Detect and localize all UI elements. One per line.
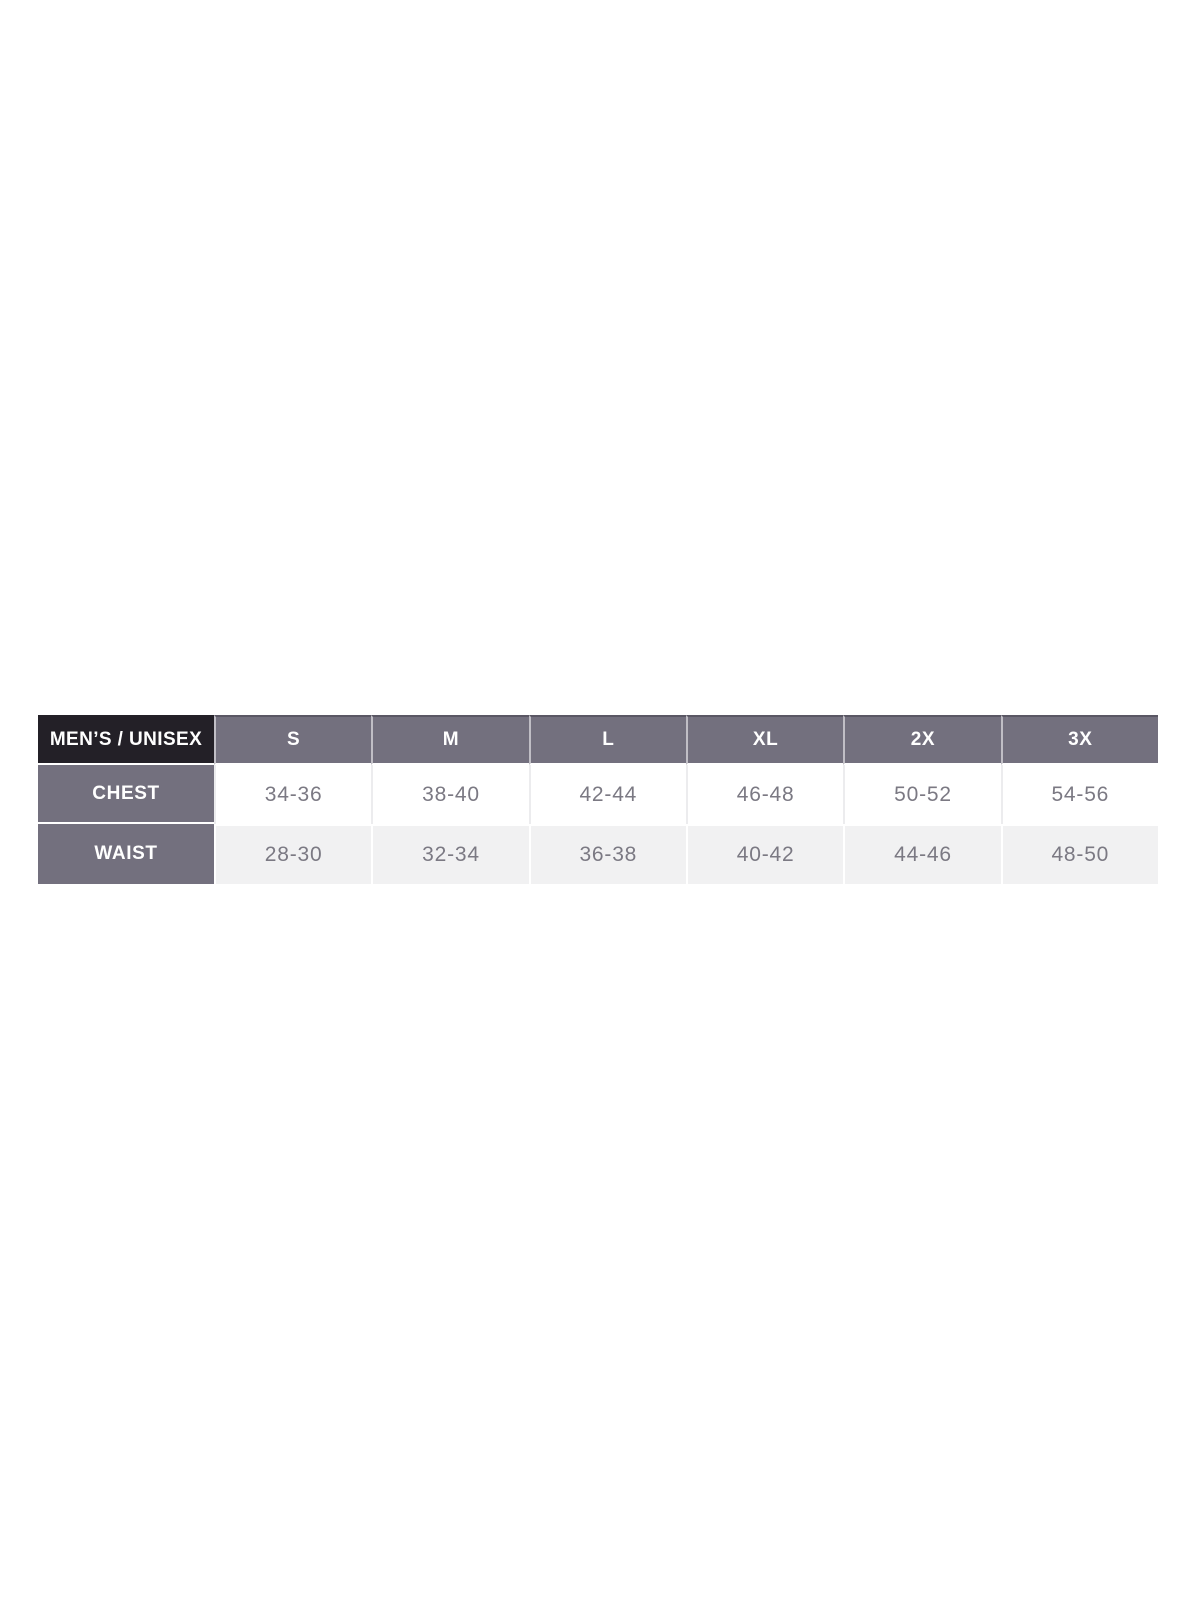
table-cell-chest-xl: 46-48 bbox=[686, 765, 843, 824]
table-cell-chest-3x: 54-56 bbox=[1001, 765, 1158, 824]
table-cell-chest-2x: 50-52 bbox=[843, 765, 1000, 824]
table-cell-waist-3x: 48-50 bbox=[1001, 824, 1158, 884]
table-cell-chest-m: 38-40 bbox=[371, 765, 528, 824]
table-corner-header: MEN’S / UNISEX bbox=[38, 715, 214, 765]
size-header-2x: 2X bbox=[843, 715, 1000, 765]
size-header-3x: 3X bbox=[1001, 715, 1158, 765]
table-cell-waist-l: 36-38 bbox=[529, 824, 686, 884]
row-label-waist: WAIST bbox=[38, 824, 214, 884]
table-cell-waist-m: 32-34 bbox=[371, 824, 528, 884]
size-header-l: L bbox=[529, 715, 686, 765]
size-header-s: S bbox=[214, 715, 371, 765]
size-chart-table bbox=[38, 715, 1158, 884]
size-header-xl: XL bbox=[686, 715, 843, 765]
table-cell-waist-xl: 40-42 bbox=[686, 824, 843, 884]
table-cell-waist-2x: 44-46 bbox=[843, 824, 1000, 884]
size-header-m: M bbox=[371, 715, 528, 765]
table-cell-chest-s: 34-36 bbox=[214, 765, 371, 824]
table-cell-waist-s: 28-30 bbox=[214, 824, 371, 884]
table-cell-chest-l: 42-44 bbox=[529, 765, 686, 824]
row-label-chest: CHEST bbox=[38, 765, 214, 824]
